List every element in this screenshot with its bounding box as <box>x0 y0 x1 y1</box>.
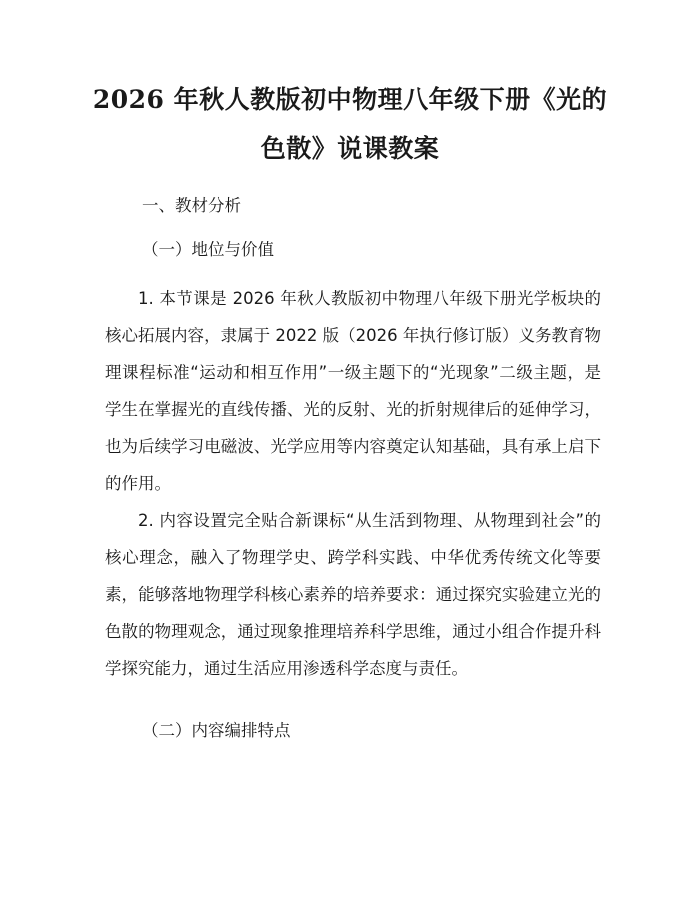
section-heading-textbook-analysis: 一、教材分析 <box>142 196 241 215</box>
document-title-line-2: 色散》说课教案 <box>260 134 440 163</box>
subsection-heading-position-value: （一）地位与价值 <box>142 240 274 259</box>
paragraph-1: 1. 本节课是 2026 年秋人教版初中物理八年级下册光学板块的核心拓展内容，隶属于 2022 版（2026 年执行修订版）义务教育物理课程标准“运动和相互作用”一级主题下的“光现象”二级主题，是学生在掌握光的直线传播、光的反射、光的折射规律后的延伸学习，也为后续学习电磁波、光学应用等内容奠定认知基础，具有承上启下的作用。 <box>105 289 601 493</box>
paragraph-2: 2. 内容设置完全贴合新课标“从生活到物理、从物理到社会”的核心理念，融入了物理学史、跨学科实践、中华优秀传统文化等要素，能够落地物理学科核心素养的培养要求：通过探究实验建立光的色散的物理观念，通过现象推理培养科学思维，通过小组合作提升科学探究能力，通过生活应用渗透科学态度与责任。 <box>105 511 601 678</box>
subsection-heading-content-arrangement: （二）内容编排特点 <box>142 721 291 740</box>
document-title-line-1: 2026 年秋人教版初中物理八年级下册《光的 <box>92 85 608 114</box>
